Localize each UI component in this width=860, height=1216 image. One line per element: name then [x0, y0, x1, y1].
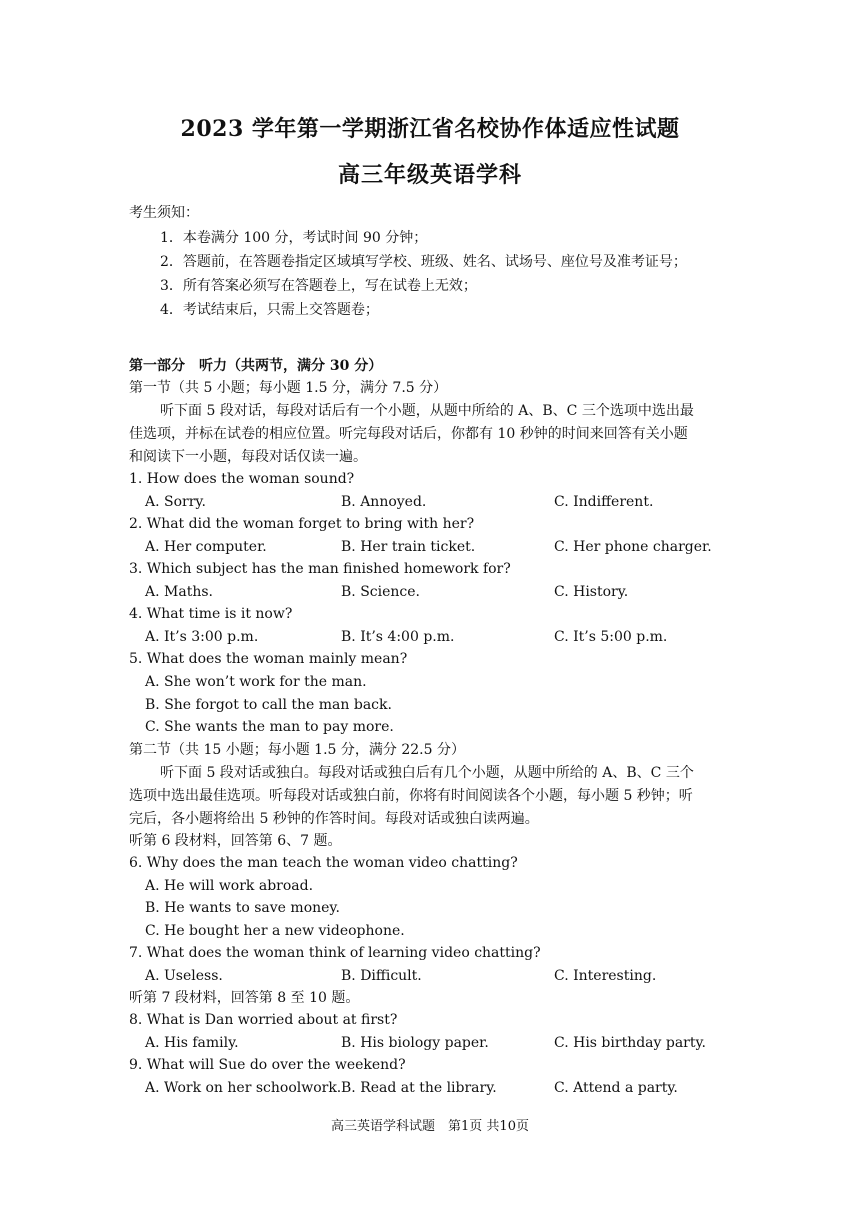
option-b: B. Read at the library. [341, 1080, 497, 1096]
option-a: A. It’s 3:00 p.m. [145, 629, 259, 645]
question-stem: 7. What does the woman think of learning video chatting? [129, 945, 541, 961]
option-b: B. Science. [341, 584, 420, 600]
section1-instruction: 和阅读下一小题，每段对话仅读一遍。 [129, 449, 367, 465]
question-stem: 8. What is Dan worried about at first? [129, 1012, 398, 1028]
option-b: B. It’s 4:00 p.m. [341, 629, 455, 645]
notice-item: 2．答题前，在答题卷指定区域填写学校、班级、姓名、试场号、座位号及准考证号； [160, 254, 687, 270]
option-c: C. He bought her a new videophone. [145, 923, 405, 939]
option-c: C. History. [554, 584, 629, 600]
question-stem: 9. What will Sue do over the weekend? [129, 1057, 406, 1073]
notice-item: 1．本卷满分 100 分，考试时间 90 分钟； [160, 230, 428, 246]
question-stem: 4. What time is it now? [129, 606, 293, 622]
notice-heading: 考生须知： [129, 205, 199, 221]
option-c: C. His birthday party. [554, 1035, 707, 1051]
section1-instruction: 佳选项，并标在试卷的相应位置。听完每段对话后，你都有 10 秒钟的时间来回答有关小题 [129, 426, 688, 442]
exam-subtitle: 高三年级英语学科 [337, 162, 522, 188]
section2-instruction: 选项中选出最佳选项。听每段对话或独白前，你将有时间阅读各个小题，每小题 5 秒钟；听 [129, 788, 693, 804]
option-c: C. It’s 5:00 p.m. [554, 629, 668, 645]
option-b: B. Her train ticket. [341, 539, 476, 555]
option-c: C. Indifferent. [554, 494, 654, 510]
section2-heading: 第二节（共 15 小题；每小题 1.5 分，满分 22.5 分） [129, 742, 465, 758]
question-stem: 5. What does the woman mainly mean? [129, 651, 408, 667]
question-stem: 3. Which subject has the man finished homework for? [129, 561, 511, 577]
page-footer: 高三英语学科试题 第1页 共10页 [331, 1119, 529, 1134]
section2-instruction: 完后，各小题将给出 5 秒钟的作答时间。每段对话或独白读两遍。 [129, 811, 539, 827]
notice-item: 4．考试结束后，只需上交答题卷； [160, 302, 379, 318]
option-a: A. Work on her schoolwork. [145, 1080, 342, 1096]
section1-instruction: 听下面 5 段对话，每段对话后有一个小题，从题中所给的 A、B、C 三个选项中选出最 [160, 403, 694, 419]
option-b: B. Annoyed. [341, 494, 427, 510]
option-c: C. Interesting. [554, 968, 657, 984]
notice-item: 3．所有答案必须写在答题卷上，写在试卷上无效； [160, 278, 477, 294]
option-b: B. He wants to save money. [145, 900, 340, 916]
option-c: C. Attend a party. [554, 1080, 678, 1096]
section1-heading: 第一节（共 5 小题；每小题 1.5 分，满分 7.5 分） [129, 380, 448, 396]
question-stem: 2. What did the woman forget to bring with her? [129, 516, 475, 532]
option-b: B. She forgot to call the man back. [145, 697, 392, 713]
option-b: B. His biology paper. [341, 1035, 489, 1051]
part1-heading: 第一部分 听力（共两节，满分 30 分） [129, 358, 383, 374]
option-c: C. She wants the man to pay more. [145, 719, 394, 735]
exam-title: 2023 学年第一学期浙江省名校协作体适应性试题 [180, 116, 680, 142]
option-a: A. Sorry. [145, 494, 206, 510]
option-a: A. His family. [145, 1035, 239, 1051]
option-b: B. Difficult. [341, 968, 422, 984]
question-stem: 6. Why does the man teach the woman video chatting? [129, 855, 518, 871]
material-note: 听第 7 段材料，回答第 8 至 10 题。 [129, 990, 360, 1006]
option-a: A. She won’t work for the man. [145, 674, 367, 690]
option-a: A. Her computer. [145, 539, 267, 555]
option-a: A. Maths. [145, 584, 213, 600]
section2-instruction: 听下面 5 段对话或独白。每段对话或独白后有几个小题，从题中所给的 A、B、C 三个 [160, 765, 694, 781]
option-a: A. He will work abroad. [145, 878, 314, 894]
material-note: 听第 6 段材料，回答第 6、7 题。 [129, 833, 342, 849]
option-c: C. Her phone charger. [554, 539, 712, 555]
option-a: A. Useless. [145, 968, 223, 984]
question-stem: 1. How does the woman sound? [129, 471, 355, 487]
